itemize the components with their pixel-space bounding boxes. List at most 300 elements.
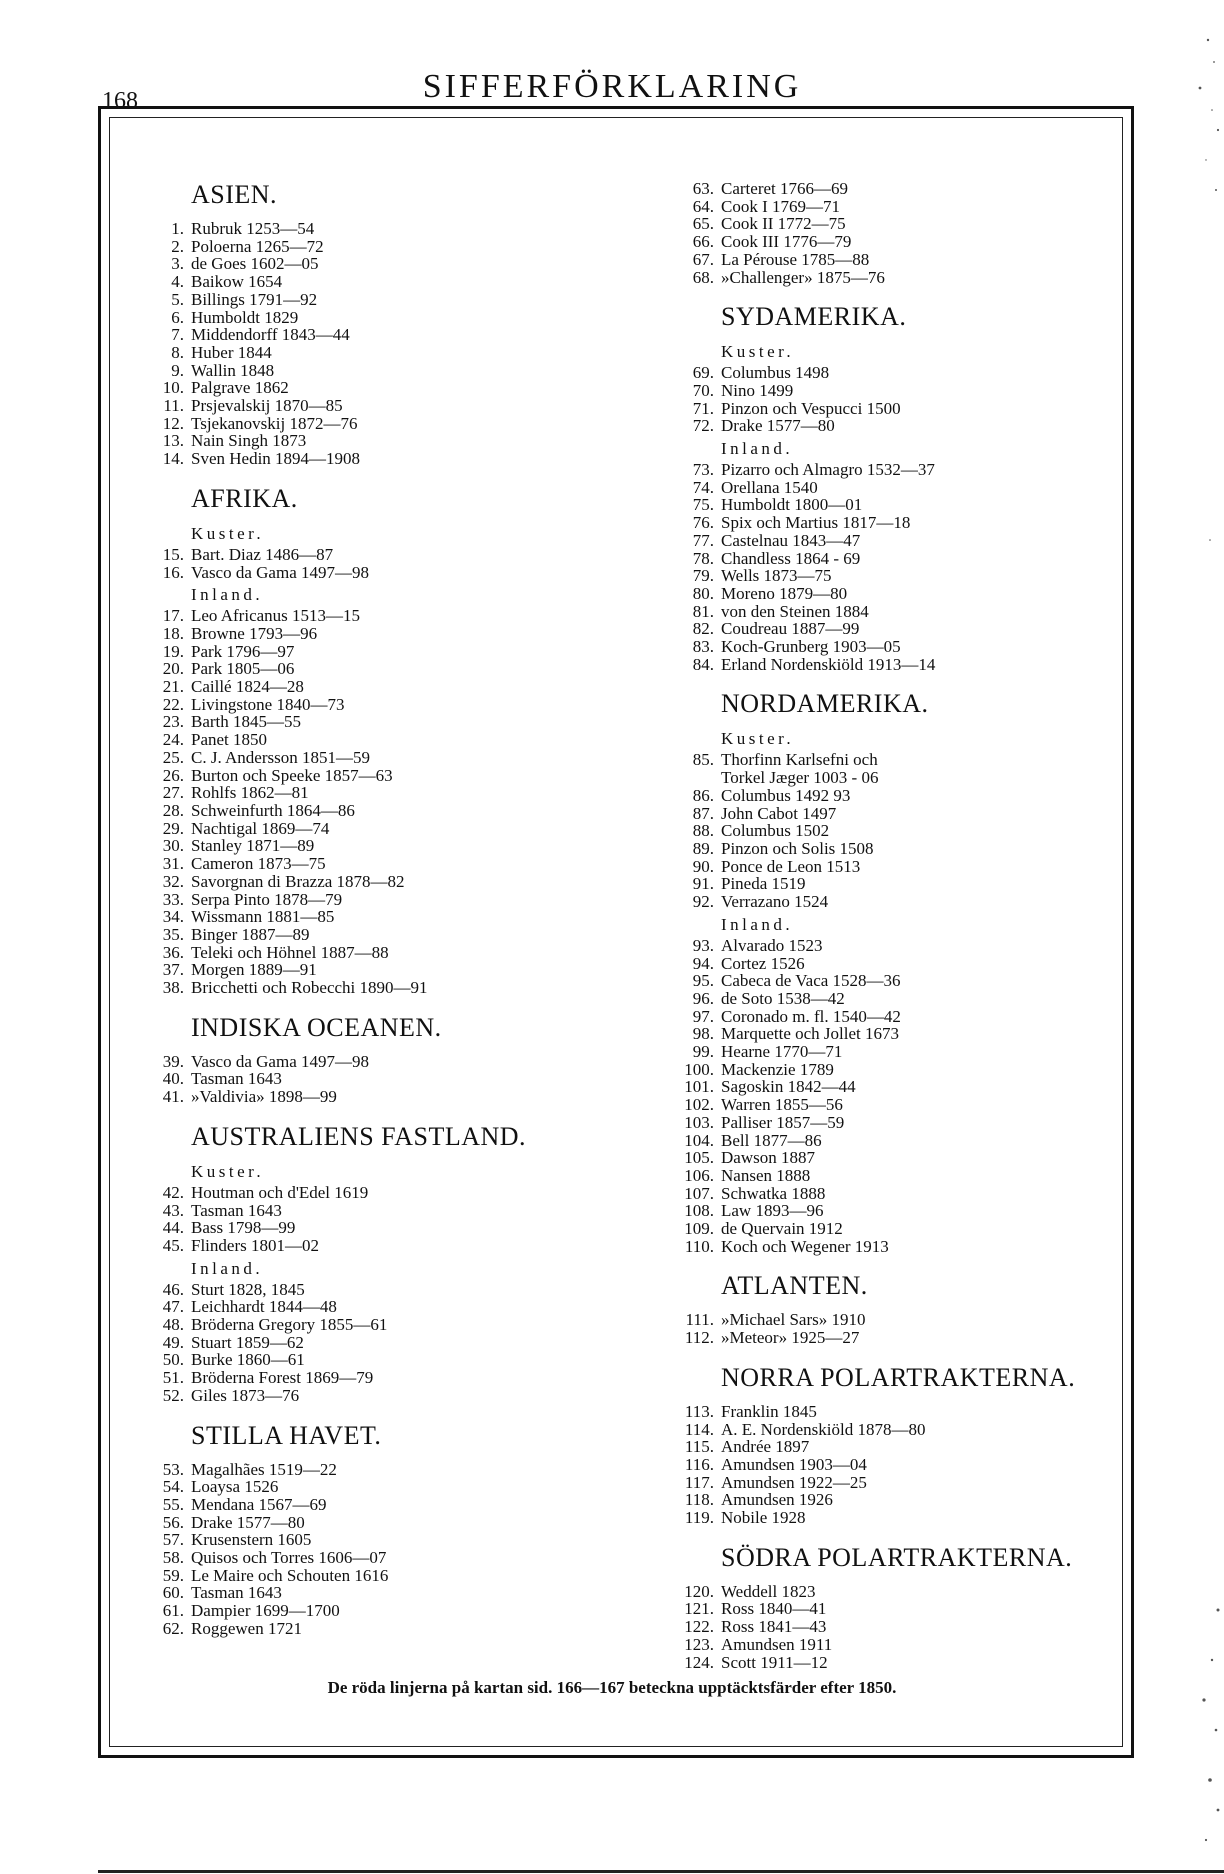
list-item — [676, 751, 1136, 769]
item-text: Browne 1793—96 — [191, 623, 318, 643]
list-item — [676, 1636, 1136, 1654]
item-number: 99. — [692, 1042, 714, 1062]
item-number: 40. — [162, 1069, 184, 1089]
sub-heading: Kuster. — [191, 523, 265, 543]
list-item — [146, 450, 606, 468]
item-number: 102. — [684, 1095, 714, 1115]
item-number: 9. — [171, 360, 184, 380]
item-number — [676, 769, 714, 787]
item-number: 114. — [684, 1419, 714, 1439]
item-number: 98. — [692, 1024, 714, 1044]
list-item — [146, 1334, 606, 1352]
list-item — [146, 891, 606, 909]
section-heading: NORRA POLARTRAKTERNA. — [721, 1362, 1076, 1392]
item-text: Tsjekanovskij 1872—76 — [191, 413, 358, 433]
item-text: Barth 1845—55 — [191, 712, 302, 732]
item-number: 13. — [162, 431, 184, 451]
item-number: 69. — [692, 363, 714, 383]
item-number: 10. — [162, 378, 184, 398]
list-item — [676, 1311, 1136, 1329]
list-item — [676, 1132, 1136, 1150]
item-number: 72. — [692, 416, 714, 436]
item-number: 71. — [692, 398, 714, 418]
item-number: 76. — [692, 513, 714, 533]
sub-heading: Kuster. — [191, 1161, 265, 1181]
item-text: Tasman 1643 — [191, 1200, 282, 1220]
list-item — [676, 1061, 1136, 1079]
item-number: 86. — [692, 785, 714, 805]
item-text: Cortez 1526 — [721, 953, 805, 973]
item-number: 122. — [684, 1617, 714, 1637]
item-text: »Meteor» 1925—27 — [721, 1328, 860, 1348]
item-number: 123. — [684, 1634, 714, 1654]
item-text: Columbus 1498 — [721, 363, 830, 383]
item-number: 83. — [692, 637, 714, 657]
item-text: Rubruk 1253—54 — [191, 219, 315, 238]
item-text: Le Maire och Schouten 1616 — [191, 1565, 389, 1585]
item-number: 35. — [162, 924, 184, 944]
item-text: Alvarado 1523 — [721, 935, 823, 955]
section-heading: SÖDRA POLARTRAKTERNA. — [721, 1542, 1073, 1572]
item-number: 115. — [684, 1437, 714, 1457]
item-number: 48. — [162, 1315, 184, 1335]
list-item — [146, 1281, 606, 1299]
item-text: Schwatka 1888 — [721, 1183, 826, 1203]
item-text: Bass 1798—99 — [191, 1218, 296, 1238]
item-number: 65. — [692, 214, 714, 234]
item-text: John Cabot 1497 — [721, 803, 837, 823]
item-text: Tasman 1643 — [191, 1583, 282, 1603]
item-text: Magalhães 1519—22 — [191, 1459, 337, 1479]
item-number: 20. — [162, 659, 184, 679]
list-item — [676, 620, 1136, 638]
list-item — [146, 1369, 606, 1387]
item-text: Leichhardt 1844—48 — [191, 1297, 337, 1317]
item-number: 19. — [162, 641, 184, 661]
list-item — [146, 362, 606, 380]
item-number: 17. — [162, 606, 184, 626]
list-item — [146, 238, 606, 256]
list-item — [676, 656, 1136, 674]
item-text: Weddell 1823 — [721, 1581, 816, 1601]
section-södra-polartrakterna — [676, 1543, 1136, 1672]
list-item — [146, 979, 606, 997]
list-item — [146, 1237, 606, 1255]
item-number: 45. — [162, 1235, 184, 1255]
item-text: Teleki och Höhnel 1887—88 — [191, 942, 389, 962]
item-text: Cook III 1776—79 — [721, 232, 852, 252]
item-text: Stuart 1859—62 — [191, 1332, 304, 1352]
item-number: 94. — [692, 953, 714, 973]
item-text: Caillé 1824—28 — [191, 677, 304, 697]
item-text: Burke 1860—61 — [191, 1350, 305, 1370]
item-number: 55. — [162, 1494, 184, 1514]
list-item — [676, 1456, 1136, 1474]
item-text: »Challenger» 1875—76 — [721, 267, 885, 287]
item-number: 105. — [684, 1148, 714, 1168]
section-asien — [146, 180, 606, 468]
item-number: 2. — [171, 236, 184, 256]
item-number: 78. — [692, 548, 714, 568]
item-text: Scott 1911—12 — [721, 1652, 828, 1672]
item-number: 88. — [692, 821, 714, 841]
list-item — [146, 1496, 606, 1514]
item-text: Bell 1877—86 — [721, 1130, 822, 1150]
section-afrika — [146, 484, 606, 997]
list-item — [146, 255, 606, 273]
list-item — [146, 607, 606, 625]
list-item — [676, 1403, 1136, 1421]
list-item — [676, 585, 1136, 603]
item-text: Pinzon och Solis 1508 — [721, 838, 874, 858]
sub-heading: Inland. — [191, 1258, 264, 1278]
item-number: 57. — [162, 1530, 184, 1550]
item-text: Palgrave 1862 — [191, 378, 289, 398]
list-item — [146, 415, 606, 433]
list-item — [676, 532, 1136, 550]
item-text: Park 1805—06 — [191, 659, 295, 679]
list-item — [676, 1509, 1136, 1527]
item-number: 42. — [162, 1182, 184, 1202]
sub-heading: Kuster. — [721, 342, 795, 362]
item-number: 12. — [162, 413, 184, 433]
item-text: Leo Africanus 1513—15 — [191, 606, 361, 626]
list-item — [146, 926, 606, 944]
list-item — [676, 955, 1136, 973]
list-item — [676, 805, 1136, 823]
item-text: Wallin 1848 — [191, 360, 275, 380]
list-item — [146, 1461, 606, 1479]
section-heading: AUSTRALIENS FASTLAND. — [191, 1121, 527, 1151]
item-number: 15. — [162, 544, 184, 564]
item-text: Panet 1850 — [191, 730, 268, 750]
item-text: Wells 1873—75 — [721, 566, 832, 586]
item-text: Pinzon och Vespucci 1500 — [721, 398, 901, 418]
scan-edge-specks — [1188, 0, 1224, 1874]
list-item — [676, 1600, 1136, 1618]
item-text: Humboldt 1829 — [191, 307, 299, 327]
list-item — [676, 1421, 1136, 1439]
item-text: Mackenzie 1789 — [721, 1059, 834, 1079]
list-item — [676, 893, 1136, 911]
item-number: 82. — [692, 619, 714, 639]
item-number: 108. — [684, 1201, 714, 1221]
item-number: 41. — [162, 1087, 184, 1107]
section-heading: NORDAMERIKA. — [721, 689, 929, 719]
item-text: Nobile 1928 — [721, 1508, 806, 1528]
item-number: 113. — [684, 1401, 714, 1421]
list-item — [676, 840, 1136, 858]
item-number: 51. — [162, 1368, 184, 1388]
item-text: »Valdivia» 1898—99 — [191, 1087, 337, 1107]
item-text: Verrazano 1524 — [721, 892, 829, 912]
list-item — [146, 1202, 606, 1220]
item-number: 44. — [162, 1218, 184, 1238]
section-stilla-havet — [146, 1421, 606, 1638]
item-number: 91. — [692, 874, 714, 894]
item-number: 109. — [684, 1219, 714, 1239]
list-item — [676, 1618, 1136, 1636]
item-number: 58. — [162, 1548, 184, 1568]
list-item — [146, 908, 606, 926]
list-item — [676, 1008, 1136, 1026]
list-item — [146, 273, 606, 291]
item-number: 1. — [171, 219, 184, 238]
item-text: Poloerna 1265—72 — [191, 236, 324, 256]
list-item — [146, 379, 606, 397]
list-item — [146, 344, 606, 362]
item-number: 53. — [162, 1459, 184, 1479]
list-item — [146, 767, 606, 785]
list-item — [676, 972, 1136, 990]
item-text: Park 1796—97 — [191, 641, 295, 661]
list-item — [676, 1491, 1136, 1509]
item-text: Mendana 1567—69 — [191, 1494, 327, 1514]
item-number: 66. — [692, 232, 714, 252]
item-number: 49. — [162, 1332, 184, 1352]
item-number: 30. — [162, 836, 184, 856]
item-number: 28. — [162, 800, 184, 820]
list-item — [146, 961, 606, 979]
item-number: 62. — [162, 1618, 184, 1638]
item-number: 64. — [692, 196, 714, 216]
section-heading: SYDAMERIKA. — [721, 302, 907, 332]
item-text: Schweinfurth 1864—86 — [191, 800, 355, 820]
item-text: Chandless 1864 - 69 — [721, 548, 861, 568]
item-text: Columbus 1492 93 — [721, 785, 851, 805]
footer-note: De röda linjerna på kartan sid. 166—167 beteckna upptäcktsfärder efter 1850. — [327, 1678, 897, 1697]
item-number: 50. — [162, 1350, 184, 1370]
list-item — [676, 382, 1136, 400]
item-text: Ponce de Leon 1513 — [721, 856, 861, 876]
item-text: Prsjevalskij 1870—85 — [191, 396, 343, 416]
item-text: Bröderna Gregory 1855—61 — [191, 1315, 388, 1335]
list-item — [146, 855, 606, 873]
item-number: 52. — [162, 1385, 184, 1405]
item-text: Huber 1844 — [191, 342, 272, 362]
list-item — [146, 1602, 606, 1620]
list-item — [676, 1185, 1136, 1203]
item-text: A. E. Nordenskiöld 1878—80 — [721, 1419, 926, 1439]
item-number: 38. — [162, 978, 184, 998]
list-item — [146, 820, 606, 838]
item-number: 111. — [685, 1310, 714, 1330]
item-text: Billings 1791—92 — [191, 289, 318, 309]
list-item — [146, 1620, 606, 1638]
item-text: Nino 1499 — [721, 380, 794, 400]
list-item — [676, 251, 1136, 269]
item-text: Carteret 1766—69 — [721, 179, 848, 198]
item-number: 124. — [684, 1652, 714, 1672]
item-text: Loaysa 1526 — [191, 1477, 279, 1497]
item-number: 112. — [684, 1328, 714, 1348]
list-item — [146, 1053, 606, 1071]
list-item — [676, 417, 1136, 435]
item-number: 59. — [162, 1565, 184, 1585]
item-text: Flinders 1801—02 — [191, 1235, 319, 1255]
page-title: SIFFERFÖRKLARING — [422, 68, 802, 105]
list-item — [676, 1329, 1136, 1347]
item-text: de Goes 1602—05 — [191, 254, 319, 274]
item-text: Stanley 1871—89 — [191, 836, 315, 856]
item-number: 97. — [692, 1006, 714, 1026]
list-item — [146, 1478, 606, 1496]
item-number: 21. — [162, 677, 184, 697]
item-number: 25. — [162, 747, 184, 767]
item-number: 3. — [171, 254, 184, 274]
item-text: Amundsen 1911 — [721, 1634, 833, 1654]
item-text: Ross 1841—43 — [721, 1617, 827, 1637]
item-text: Koch och Wegener 1913 — [721, 1236, 889, 1256]
item-number: 46. — [162, 1279, 184, 1299]
list-item — [146, 1351, 606, 1369]
section-atlanten — [676, 1271, 1136, 1346]
item-text: Cook II 1772—75 — [721, 214, 846, 234]
item-text: Nain Singh 1873 — [191, 431, 307, 451]
item-number: 117. — [684, 1472, 714, 1492]
item-text: Rohlfs 1862—81 — [191, 783, 309, 803]
item-text: Serpa Pinto 1878—79 — [191, 889, 343, 909]
list-item — [146, 546, 606, 564]
list-item — [146, 309, 606, 327]
item-number: 34. — [162, 907, 184, 927]
list-item — [676, 1114, 1136, 1132]
sub-heading: Inland. — [721, 439, 794, 459]
list-item — [146, 802, 606, 820]
item-text: Giles 1873—76 — [191, 1385, 300, 1405]
list-item — [676, 1202, 1136, 1220]
item-number: 22. — [162, 694, 184, 714]
section-indiska-oceanen — [146, 1013, 606, 1106]
section-heading: AFRIKA. — [191, 483, 298, 513]
list-item — [676, 567, 1136, 585]
list-item — [676, 1238, 1136, 1256]
item-text: Coronado m. fl. 1540—42 — [721, 1006, 901, 1026]
item-text: Houtman och d'Edel 1619 — [191, 1182, 369, 1202]
item-text: Palliser 1857—59 — [721, 1112, 845, 1132]
item-text: Columbus 1502 — [721, 821, 830, 841]
list-item — [676, 1583, 1136, 1601]
item-number: 8. — [171, 342, 184, 362]
item-number: 92. — [692, 892, 714, 912]
item-number: 27. — [162, 783, 184, 803]
section-australiens-fastland — [146, 1122, 606, 1405]
list-item — [146, 713, 606, 731]
item-number: 61. — [162, 1601, 184, 1621]
item-text: Orellana 1540 — [721, 477, 818, 497]
item-number: 60. — [162, 1583, 184, 1603]
item-text: Coudreau 1887—99 — [721, 619, 860, 639]
sub-heading: Inland. — [721, 914, 794, 934]
item-number: 39. — [162, 1051, 184, 1071]
item-number: 90. — [692, 856, 714, 876]
list-item — [676, 1220, 1136, 1238]
item-text: »Michael Sars» 1910 — [721, 1310, 866, 1330]
item-number: 89. — [692, 838, 714, 858]
item-number: 24. — [162, 730, 184, 750]
page-header — [0, 58, 1224, 114]
item-number: 14. — [162, 449, 184, 469]
item-text: Ross 1840—41 — [721, 1599, 827, 1619]
item-number: 100. — [684, 1059, 714, 1079]
list-item — [146, 432, 606, 450]
item-text: Erland Nordenskiöld 1913—14 — [721, 654, 936, 674]
list-item — [146, 1219, 606, 1237]
list-item — [146, 625, 606, 643]
list-item — [676, 990, 1136, 1008]
list-item — [146, 326, 606, 344]
item-number: 32. — [162, 871, 184, 891]
item-text: Drake 1577—80 — [191, 1512, 305, 1532]
item-number: 68. — [692, 267, 714, 287]
list-item — [676, 1043, 1136, 1061]
item-number: 77. — [692, 530, 714, 550]
list-item — [146, 564, 606, 582]
item-number: 121. — [684, 1599, 714, 1619]
item-text: Spix och Martius 1817—18 — [721, 513, 911, 533]
list-item — [676, 233, 1136, 251]
item-number: 37. — [162, 960, 184, 980]
item-number: 43. — [162, 1200, 184, 1220]
item-number: 4. — [171, 272, 184, 292]
section-nordamerika — [676, 689, 1136, 1255]
list-item — [676, 1096, 1136, 1114]
item-text: Humboldt 1800—01 — [721, 495, 863, 515]
item-number: 85. — [692, 750, 714, 770]
item-text: La Pérouse 1785—88 — [721, 249, 870, 269]
item-number: 33. — [162, 889, 184, 909]
item-text: Castelnau 1843—47 — [721, 530, 861, 550]
item-text: Dawson 1887 — [721, 1148, 815, 1168]
list-item — [146, 696, 606, 714]
item-text: Drake 1577—80 — [721, 416, 835, 436]
item-number: 95. — [692, 971, 714, 991]
item-text: Sven Hedin 1894—1908 — [191, 449, 361, 469]
item-text: Cabeca de Vaca 1528—36 — [721, 971, 901, 991]
item-number: 106. — [684, 1165, 714, 1185]
item-text: Torkel Jæger 1003 - 06 — [721, 768, 879, 788]
section-sydamerika — [676, 302, 1136, 673]
item-text: Burton och Speeke 1857—63 — [191, 765, 393, 785]
item-text: Vasco da Gama 1497—98 — [191, 1051, 369, 1071]
list-item — [676, 496, 1136, 514]
section-heading: ASIEN. — [191, 180, 278, 209]
item-number: 16. — [162, 562, 184, 582]
item-number: 79. — [692, 566, 714, 586]
item-text: Nachtigal 1869—74 — [191, 818, 330, 838]
item-text: Marquette och Jollet 1673 — [721, 1024, 899, 1044]
item-text: Wissmann 1881—85 — [191, 907, 335, 927]
item-number: 73. — [692, 460, 714, 480]
item-number: 31. — [162, 854, 184, 874]
page-number: 168 — [102, 88, 138, 114]
list-item — [676, 550, 1136, 568]
list-item — [676, 1474, 1136, 1492]
item-text: Cook I 1769—71 — [721, 196, 840, 216]
list-item — [146, 1070, 606, 1088]
list-item — [146, 1514, 606, 1532]
item-text: de Soto 1538—42 — [721, 988, 845, 1008]
item-text: Bröderna Forest 1869—79 — [191, 1368, 374, 1388]
item-text: Cameron 1873—75 — [191, 854, 326, 874]
item-number: 116. — [684, 1454, 714, 1474]
list-item — [676, 769, 1136, 787]
item-text: Koch-Grunberg 1903—05 — [721, 637, 901, 657]
item-number: 36. — [162, 942, 184, 962]
item-text: Amundsen 1922—25 — [721, 1472, 867, 1492]
item-number: 84. — [692, 654, 714, 674]
list-item — [676, 1149, 1136, 1167]
